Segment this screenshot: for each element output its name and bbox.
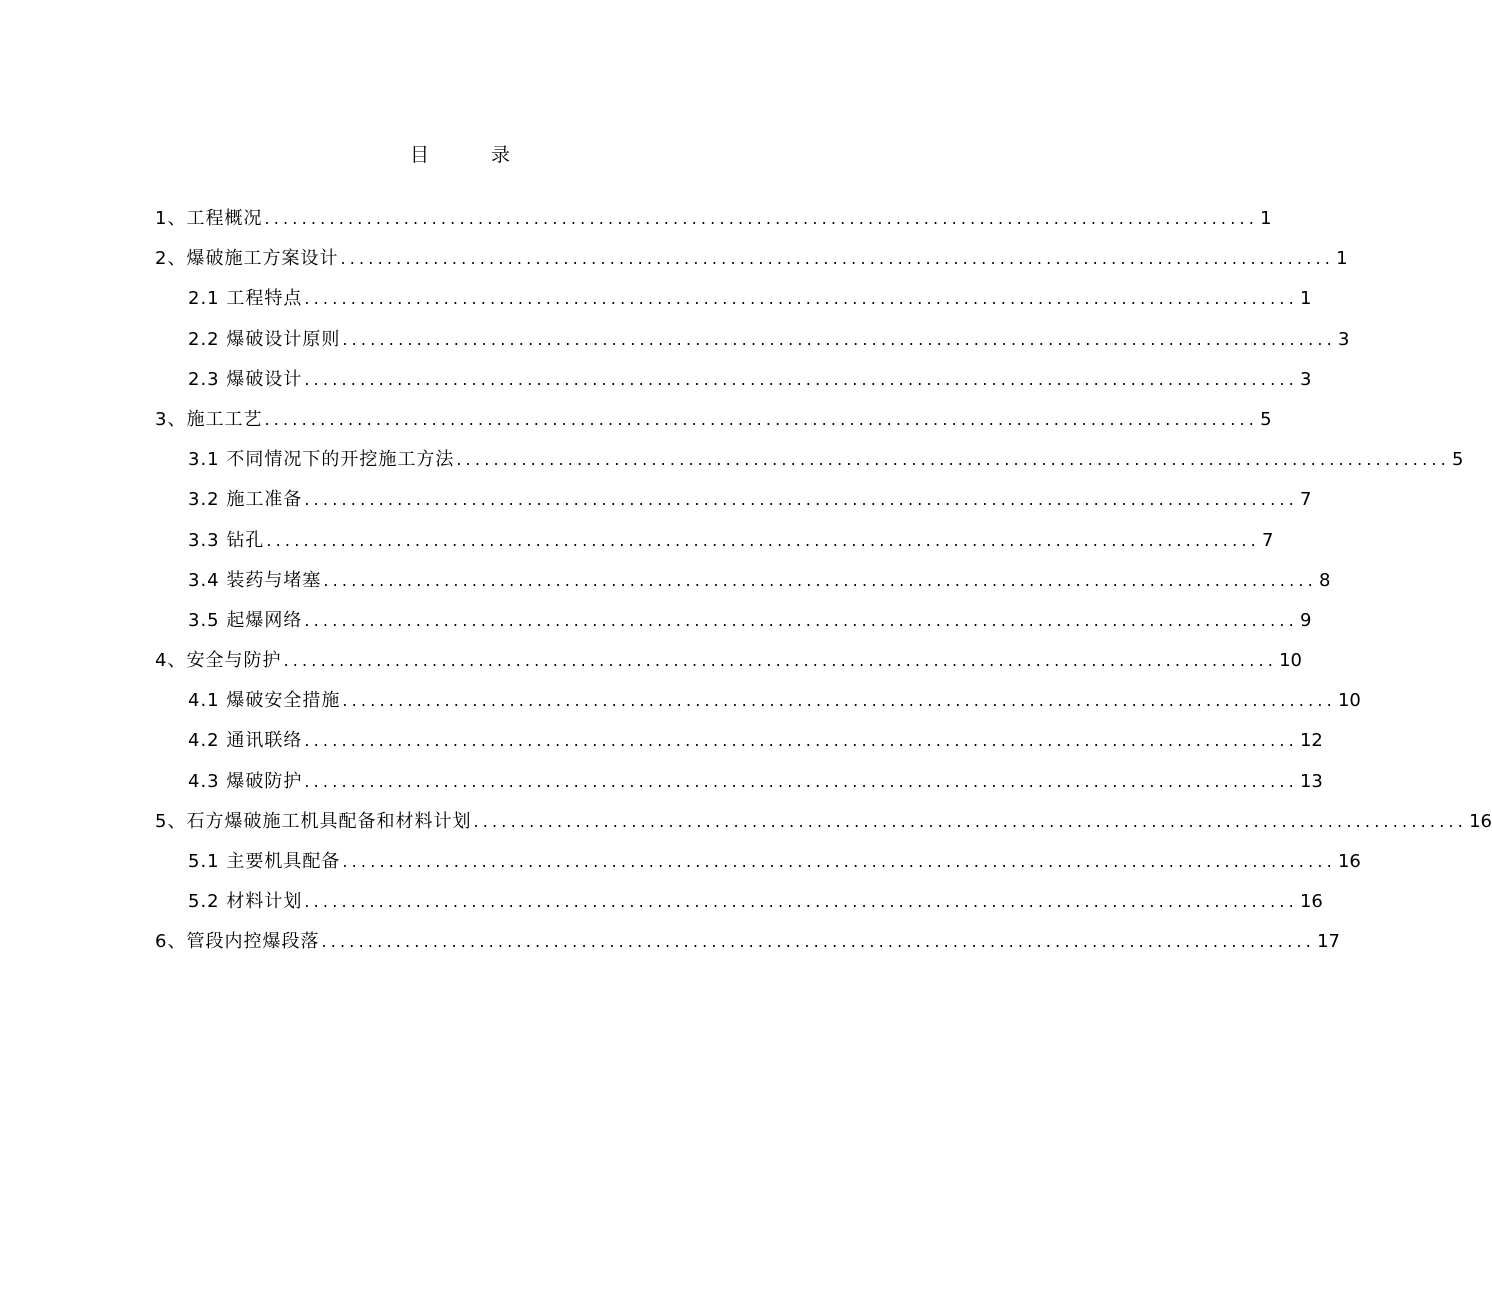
toc-entry-page-number: 16 bbox=[1299, 891, 1323, 913]
toc-entry-page-number: 5 bbox=[1260, 408, 1272, 430]
toc-entry-page-number: 1 bbox=[1299, 288, 1312, 310]
toc-entry-page-number: 12 bbox=[1299, 730, 1323, 752]
toc-entry-label: 2.3 爆破设计 bbox=[188, 368, 303, 390]
toc-entry[interactable] bbox=[155, 400, 1272, 440]
toc-entry-label: 1、工程概况 bbox=[155, 208, 263, 229]
toc-entry[interactable] bbox=[155, 521, 1274, 561]
toc-entry[interactable] bbox=[155, 842, 1361, 882]
toc-entry[interactable] bbox=[155, 601, 1312, 641]
toc-dot-leader: ........................................................................................................... bbox=[473, 811, 1468, 831]
toc-dot-leader: ........................................................................................................... bbox=[342, 852, 1336, 871]
toc-dot-leader: ........................................................................................................... bbox=[304, 892, 1298, 912]
toc-entry-label: 5.1 主要机具配备 bbox=[188, 851, 341, 872]
toc-dot-leader: ........................................................................................................... bbox=[456, 450, 1450, 470]
toc-entry[interactable] bbox=[155, 480, 1312, 520]
toc-entry[interactable] bbox=[155, 681, 1361, 721]
toc-entry-page-number: 10 bbox=[1279, 650, 1302, 672]
toc-dot-leader: ........................................................................................................... bbox=[304, 289, 1298, 309]
table-of-contents bbox=[155, 199, 1492, 963]
toc-entry-page-number: 10 bbox=[1337, 690, 1361, 712]
toc-dot-leader: ........................................................................................................... bbox=[304, 369, 1298, 389]
toc-entry-label: 3.1 不同情况下的开挖施工方法 bbox=[188, 449, 455, 471]
toc-dot-leader: ........................................................................................................... bbox=[264, 409, 1259, 429]
toc-title-char-1: 目 bbox=[409, 143, 429, 166]
toc-entry[interactable] bbox=[155, 440, 1464, 480]
toc-dot-leader: ........................................................................................................... bbox=[304, 731, 1298, 751]
toc-entry-label: 6、管段内控爆段落 bbox=[155, 931, 320, 953]
toc-entry-page-number: 1 bbox=[1336, 248, 1348, 270]
toc-dot-leader: ........................................................................................................... bbox=[266, 530, 1260, 550]
toc-entry-page-number: 7 bbox=[1261, 529, 1274, 551]
toc-entry[interactable] bbox=[155, 641, 1302, 681]
toc-entry-label: 2.1 工程特点 bbox=[188, 288, 303, 310]
toc-entry[interactable] bbox=[155, 279, 1312, 319]
toc-entry[interactable] bbox=[155, 199, 1272, 239]
toc-entry-page-number: 17 bbox=[1317, 931, 1340, 953]
toc-entry[interactable] bbox=[155, 802, 1492, 842]
toc-dot-leader: ........................................................................................................... bbox=[283, 651, 1278, 671]
toc-entry-label: 4.1 爆破安全措施 bbox=[188, 690, 341, 712]
toc-entry-page-number: 3 bbox=[1337, 328, 1350, 350]
toc-entry[interactable] bbox=[155, 882, 1323, 922]
toc-dot-leader: ........................................................................................................... bbox=[304, 610, 1298, 630]
toc-entry-label: 4、安全与防护 bbox=[155, 650, 282, 672]
toc-dot-leader: ........................................................................................................... bbox=[321, 932, 1316, 952]
toc-entry-page-number: 3 bbox=[1299, 368, 1312, 390]
toc-entry[interactable] bbox=[155, 721, 1323, 761]
toc-entry-label: 3.5 起爆网络 bbox=[188, 609, 303, 631]
toc-title bbox=[0, 138, 920, 168]
toc-dot-leader: ........................................................................................................... bbox=[340, 249, 1335, 269]
toc-entry[interactable] bbox=[155, 762, 1323, 802]
toc-entry-label: 2.2 爆破设计原则 bbox=[188, 328, 341, 350]
toc-entry-label: 4.3 爆破防护 bbox=[188, 770, 303, 792]
toc-dot-leader: ........................................................................................................... bbox=[264, 209, 1259, 228]
toc-entry-page-number: 8 bbox=[1318, 569, 1331, 591]
toc-entry[interactable] bbox=[155, 239, 1348, 279]
toc-dot-leader: ........................................................................................................... bbox=[323, 570, 1317, 590]
toc-entry-label: 3、施工工艺 bbox=[155, 408, 263, 430]
toc-entry-label: 2、爆破施工方案设计 bbox=[155, 248, 339, 270]
toc-entry-label: 4.2 通讯联络 bbox=[188, 730, 303, 752]
toc-entry-label: 3.3 钻孔 bbox=[188, 529, 265, 551]
toc-entry-page-number: 5 bbox=[1451, 449, 1464, 471]
toc-dot-leader: ........................................................................................................... bbox=[342, 329, 1336, 349]
toc-dot-leader: ........................................................................................................... bbox=[342, 691, 1336, 711]
toc-entry-page-number: 1 bbox=[1260, 208, 1272, 229]
toc-entry-page-number: 13 bbox=[1299, 770, 1323, 792]
toc-entry-label: 3.4 装药与堵塞 bbox=[188, 569, 322, 591]
toc-entry-page-number: 7 bbox=[1299, 489, 1312, 511]
toc-entry-page-number: 16 bbox=[1469, 810, 1492, 832]
toc-entry-label: 3.2 施工准备 bbox=[188, 489, 303, 511]
toc-entry-page-number: 16 bbox=[1337, 851, 1361, 872]
toc-entry-label: 5、石方爆破施工机具配备和材料计划 bbox=[155, 810, 472, 832]
toc-entry-label: 5.2 材料计划 bbox=[188, 891, 303, 913]
toc-dot-leader: ........................................................................................................... bbox=[304, 771, 1298, 791]
toc-dot-leader: ........................................................................................................... bbox=[304, 490, 1298, 510]
toc-entry-page-number: 9 bbox=[1299, 609, 1312, 631]
toc-entry[interactable] bbox=[155, 320, 1350, 360]
toc-title-char-2: 录 bbox=[491, 143, 511, 166]
toc-entry[interactable] bbox=[155, 922, 1340, 962]
toc-entry[interactable] bbox=[155, 561, 1331, 601]
toc-entry[interactable] bbox=[155, 360, 1312, 400]
